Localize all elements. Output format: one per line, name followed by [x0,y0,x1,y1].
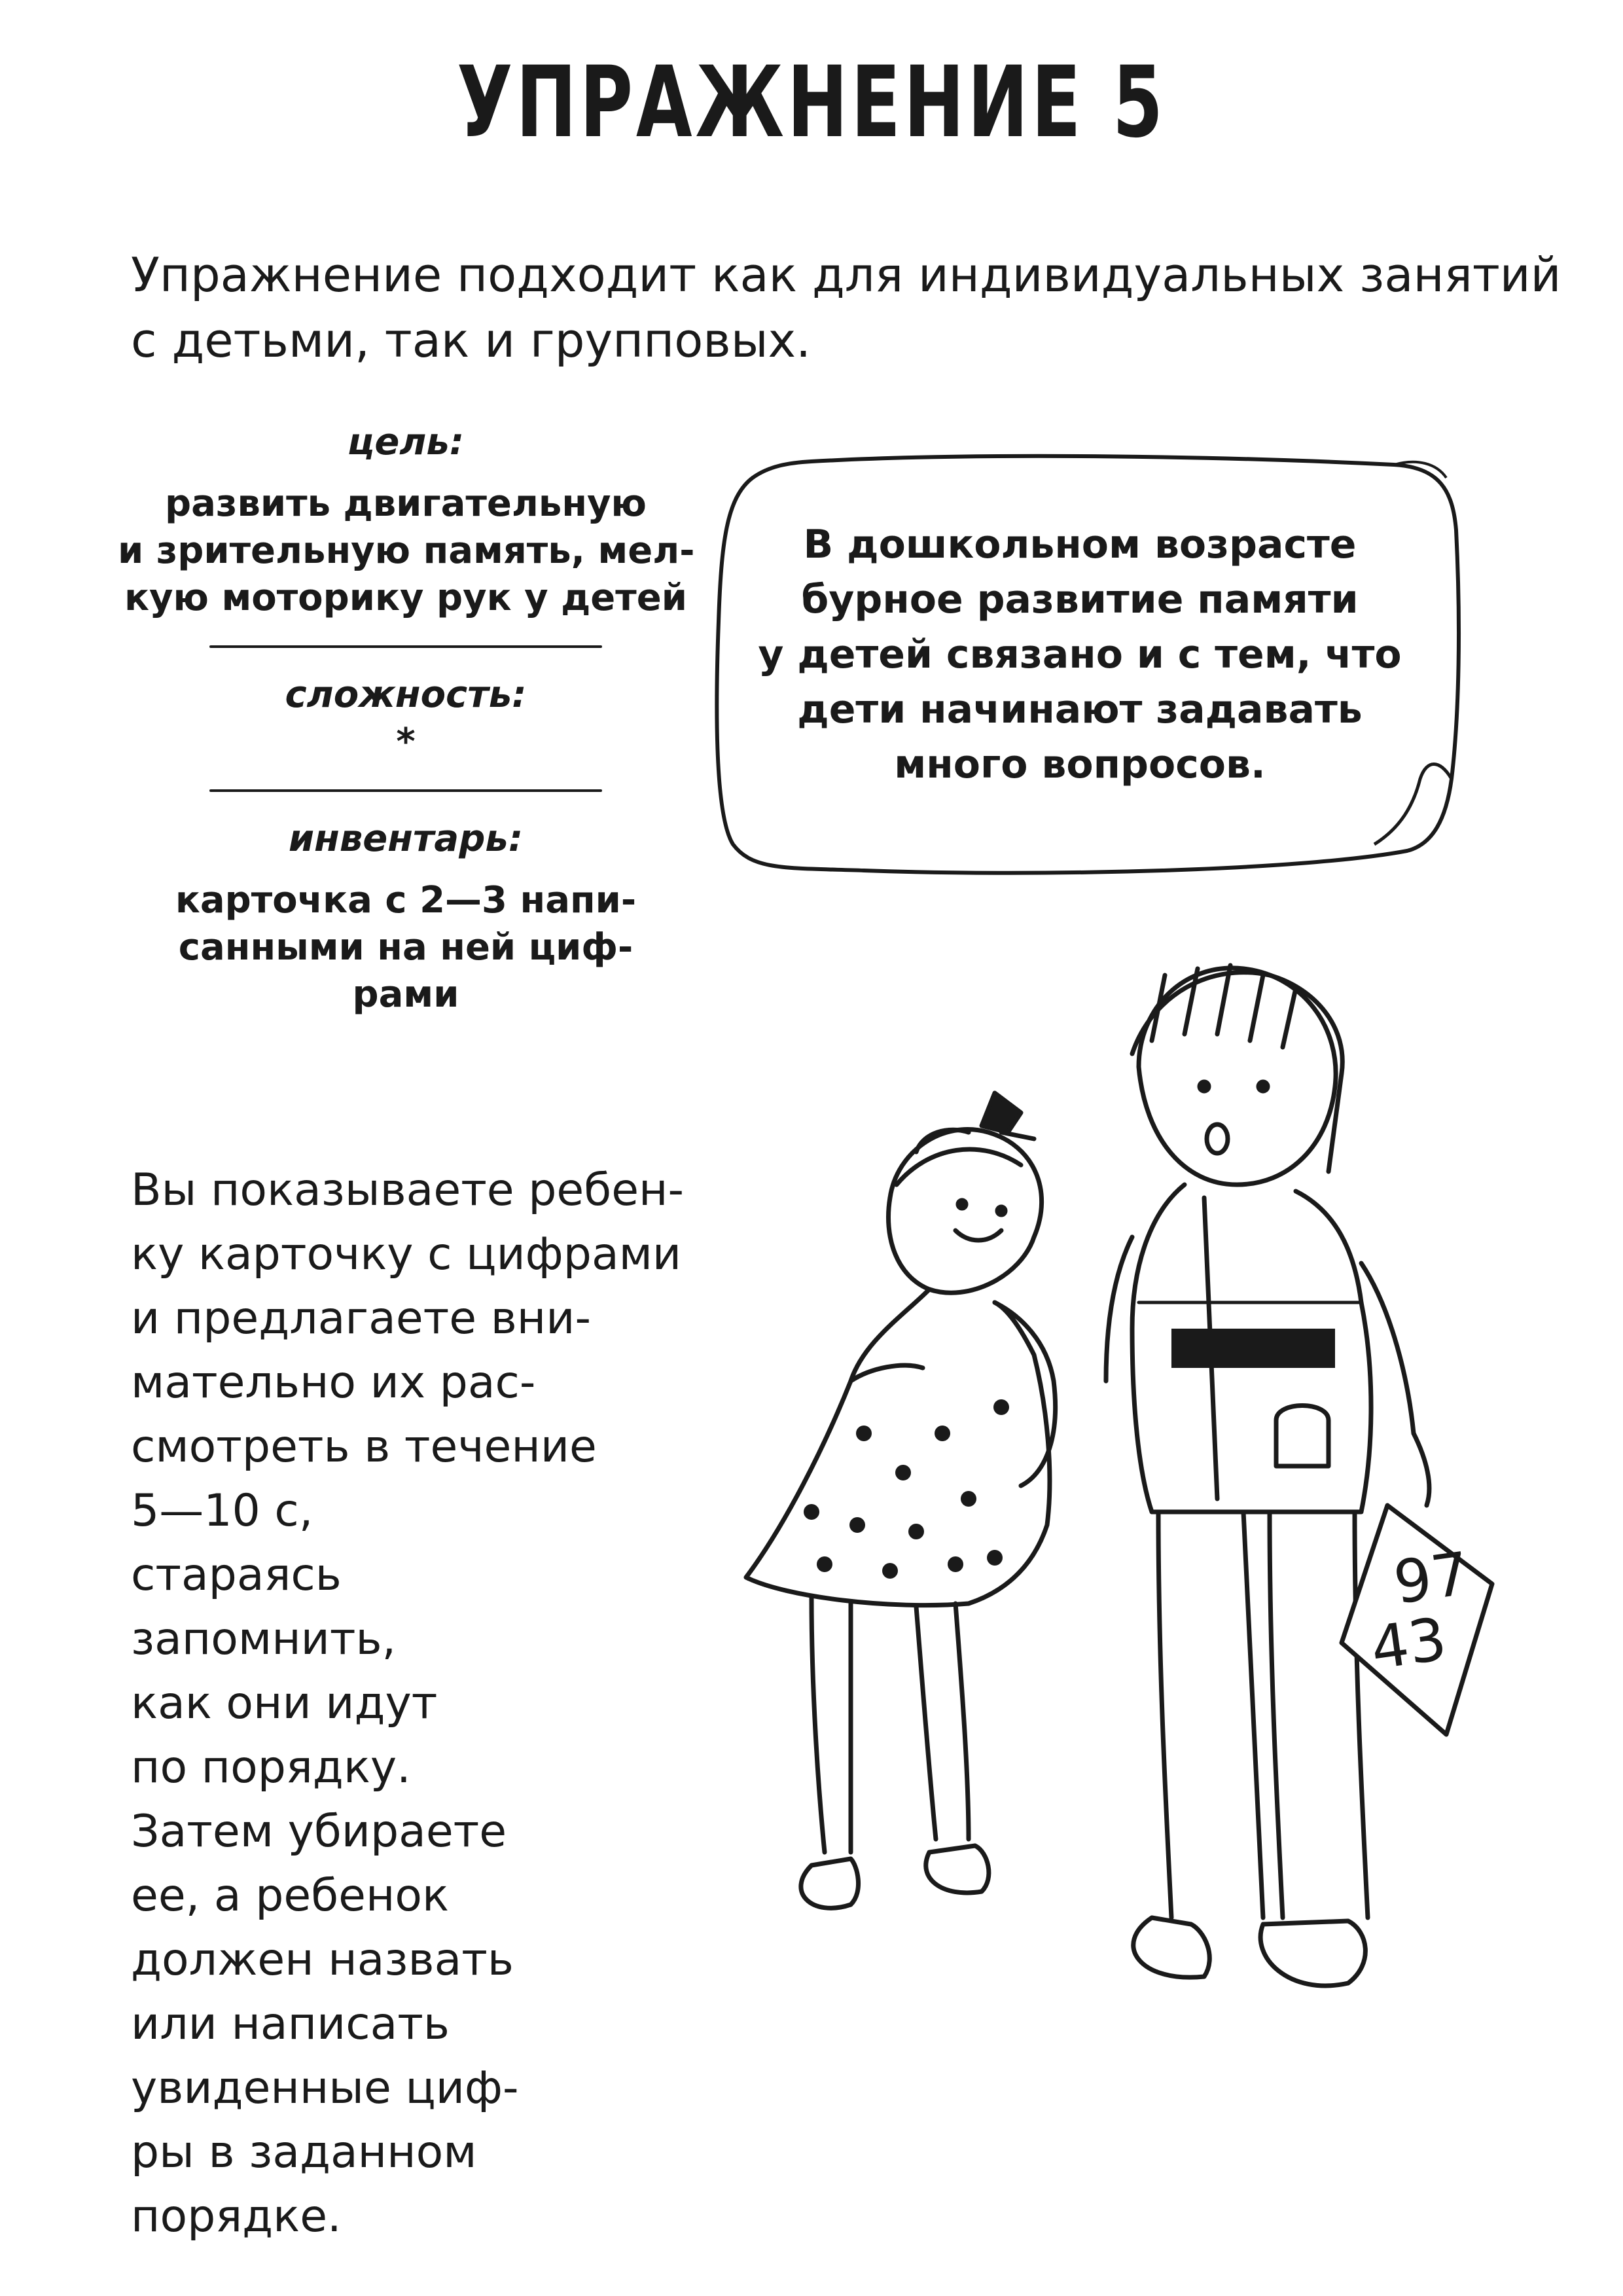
body-line: как они идут [131,1677,438,1729]
speech-bubble [713,452,1479,884]
inventory-line: санными на ней циф- [178,926,633,969]
bubble-line: много вопросов. [894,742,1266,787]
number-card [1342,1505,1492,1734]
goal-label: цель: [347,421,465,463]
card-line-2: 43 [1366,1604,1451,1683]
body-line: ку карточку с цифрами [131,1229,682,1280]
difficulty-label: сложность: [285,673,527,716]
body-line: 5—10 с, [131,1485,313,1537]
children-illustration [445,936,1544,2271]
card-line-1: 97 [1389,1539,1474,1618]
difficulty-value: * [396,721,416,763]
intro-paragraph [131,242,1561,373]
body-line: запомнить, [131,1613,397,1665]
intro-line: Упражнение подходит как для индивидуальных занятий [131,247,1561,302]
inventory-line: карточка с 2—3 напи- [175,879,637,922]
bubble-text [753,517,1407,792]
goal-line: и зрительную память, мел- [118,529,695,572]
page-title: УПРАЖНЕНИЕ 5 [457,46,1166,160]
exercise-info [118,419,694,1018]
bubble-line: дети начинают задавать [797,687,1363,732]
body-line: порядке. [131,2191,342,2242]
divider [209,645,602,648]
body-line: Затем убираете [131,1806,507,1857]
body-line: и предлагаете вни- [131,1293,591,1344]
girl-figure [746,1093,1056,1908]
inventory-line: рами [352,973,459,1016]
body-line: должен назвать [131,1934,514,1986]
body-line: ее, а ребенок [131,1870,450,1922]
body-line: увиденные циф- [131,2062,519,2114]
goal-value [118,480,694,622]
goal-line: развить двигательную [165,482,647,525]
body-line: стараясь [131,1549,342,1601]
divider [209,789,602,792]
goal-line: кую моторику рук у детей [124,577,687,619]
body-line: мательно их рас- [131,1357,536,1408]
body-line: ры в заданном [131,2126,477,2178]
body-line: смотреть в течение [131,1421,597,1473]
bubble-line: бурное развитие памяти [801,577,1359,622]
body-line: или написать [131,1998,450,2050]
inventory-label: инвентарь: [288,817,524,860]
body-line: Вы показываете ребен- [131,1164,685,1216]
intro-line: с детьми, так и групповых. [131,313,812,368]
bubble-line: В дошкольном возрасте [803,522,1357,567]
body-line: по порядку. [131,1742,411,1793]
boy-figure [1106,965,1429,1986]
bubble-line: у детей связано и с тем, что [758,632,1402,677]
